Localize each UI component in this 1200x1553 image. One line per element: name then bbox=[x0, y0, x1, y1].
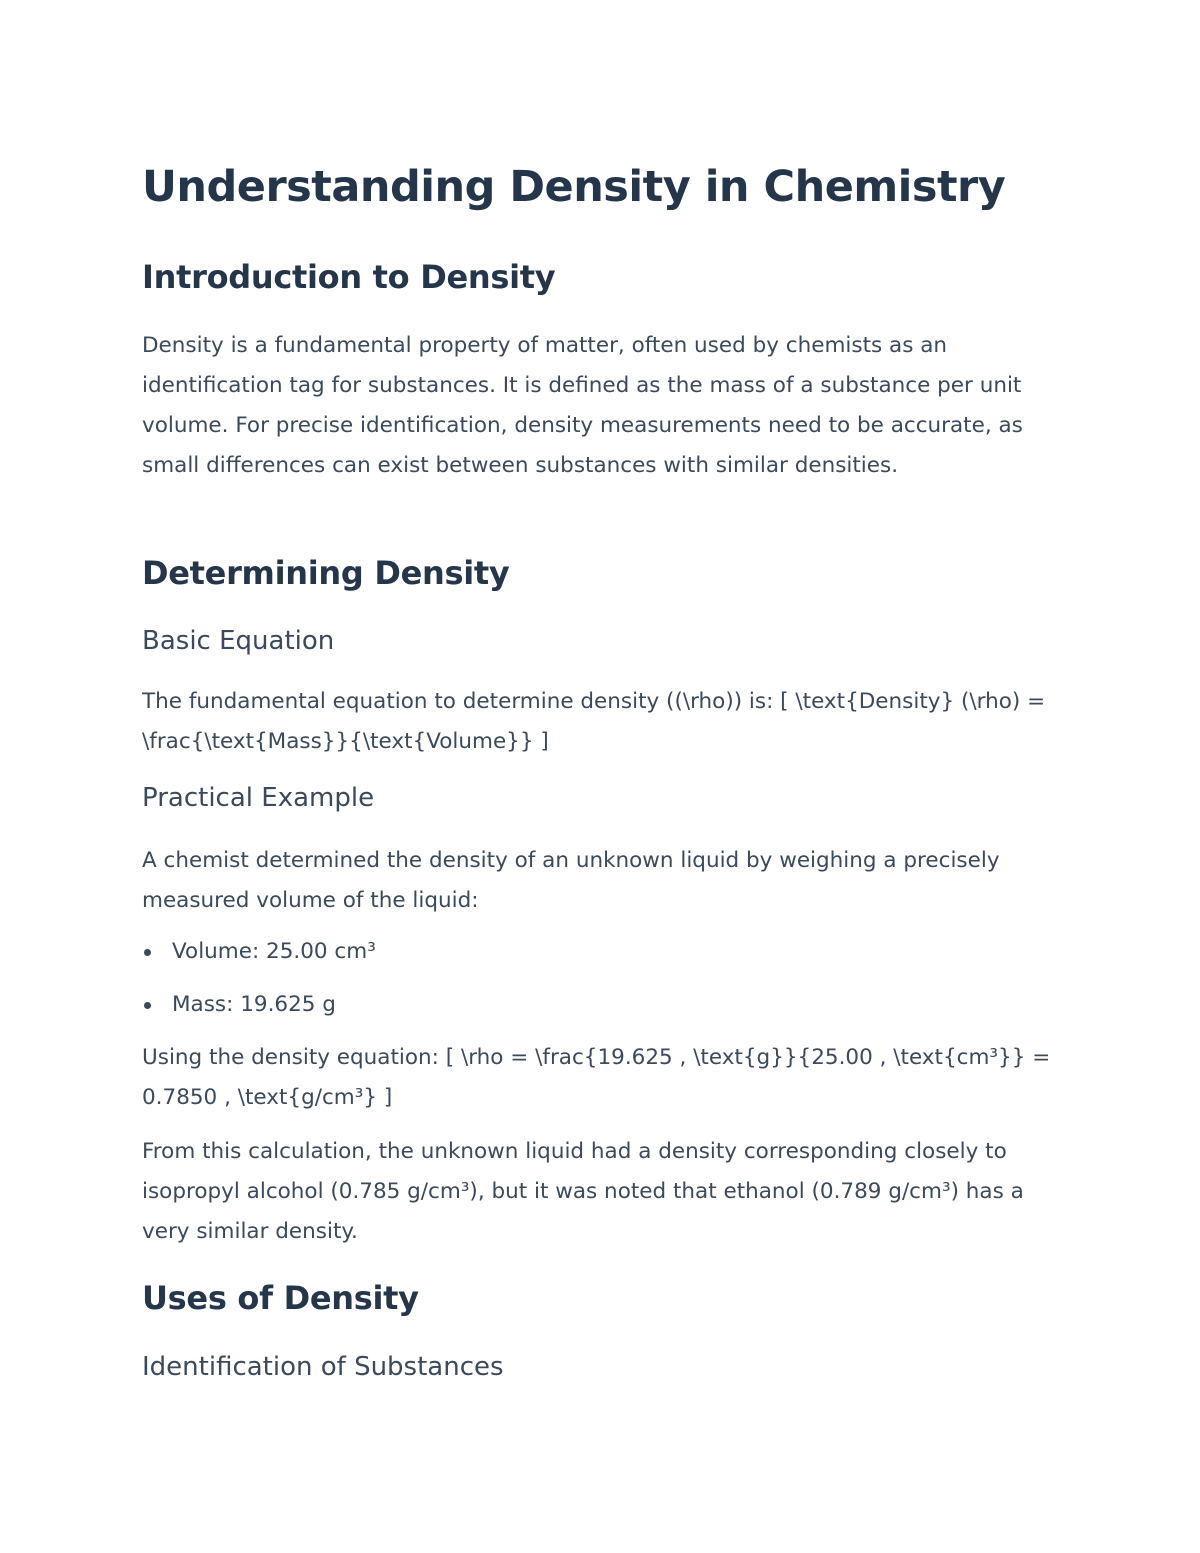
bullet-icon bbox=[144, 949, 151, 956]
conclusion-paragraph: From this calculation, the unknown liquid had a density corresponding closely to isopropyl alcohol (0.785 g/cm³), but it was noted that ethanol (0.789 g/cm³) has a very similar density. bbox=[142, 1139, 1024, 1244]
list-item bbox=[142, 985, 376, 1038]
list-item bbox=[142, 932, 376, 985]
subheading-identification: Identification of Substances bbox=[142, 1352, 504, 1382]
page-title: Understanding Density in Chemistry bbox=[142, 162, 1006, 212]
heading-uses-of-density: Uses of Density bbox=[142, 1279, 419, 1317]
heading-introduction: Introduction to Density bbox=[142, 258, 556, 296]
heading-determining-density: Determining Density bbox=[142, 554, 510, 592]
intro-paragraph: Density is a fundamental property of matter, often used by chemists as an identification tag for substances. It is defined as the mass of a substance per unit volume. For precise identification, density measurements need to be accurate, as small differences can exist between substances with similar densities. bbox=[142, 333, 1023, 478]
list-item-text: Volume: 25.00 cm³ bbox=[172, 939, 376, 964]
subheading-basic-equation: Basic Equation bbox=[142, 626, 335, 656]
example-bullet-list bbox=[142, 932, 376, 1038]
calculation-paragraph: Using the density equation: [ \rho = \frac{19.625 , \text{g}}{25.00 , \text{cm³}} = 0.7850 , \text{g/cm³} ] bbox=[142, 1045, 1051, 1110]
list-item-text: Mass: 19.625 g bbox=[172, 992, 336, 1017]
basic-equation-paragraph: The fundamental equation to determine density ((\rho)) is: [ \text{Density} (\rho) = \frac{\text{Mass}}{\text{Volume}} ] bbox=[142, 689, 1046, 754]
bullet-icon bbox=[144, 1002, 151, 1009]
example-intro-paragraph: A chemist determined the density of an unknown liquid by weighing a precisely measured volume of the liquid: bbox=[142, 848, 1000, 913]
subheading-practical-example: Practical Example bbox=[142, 783, 375, 813]
